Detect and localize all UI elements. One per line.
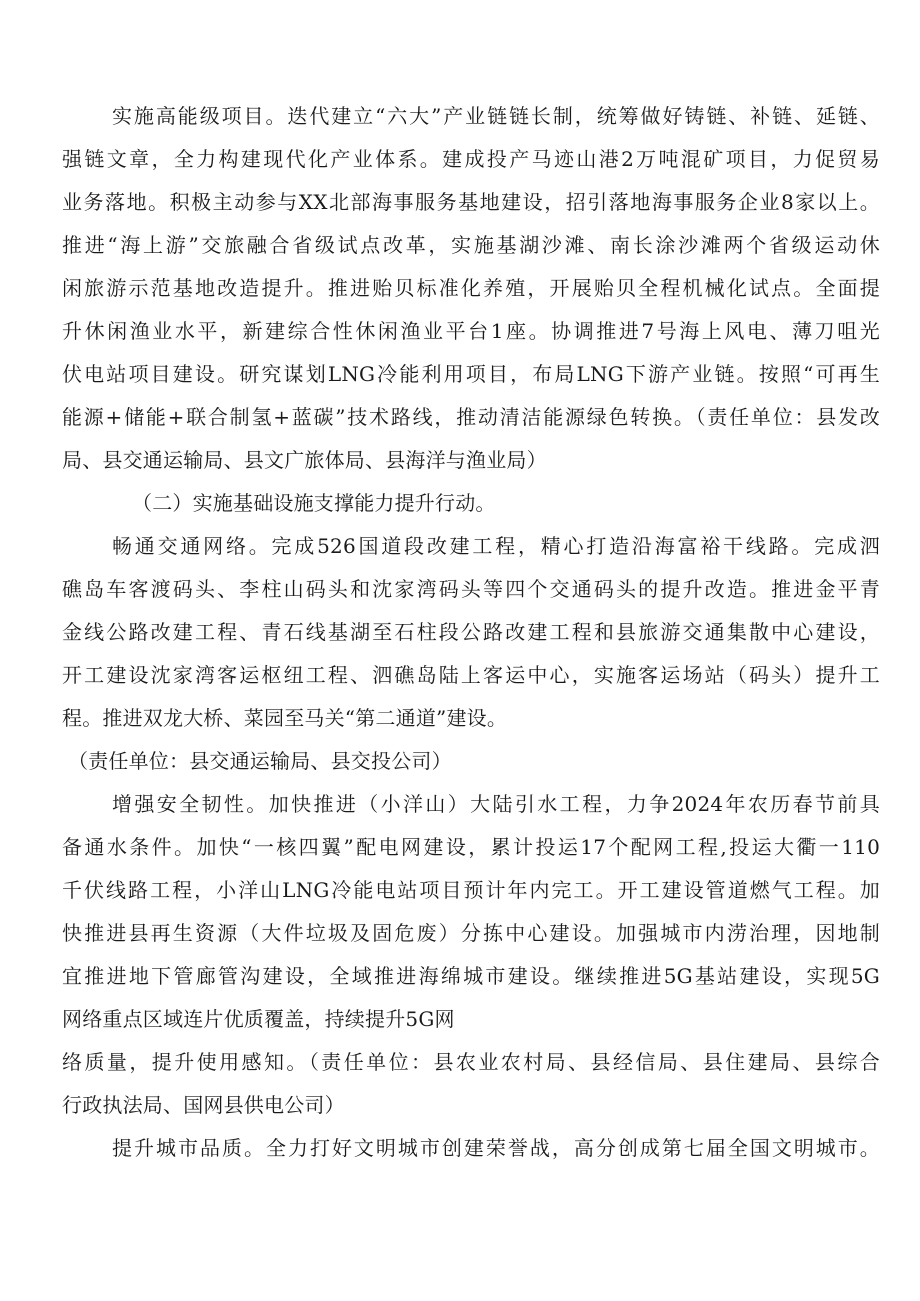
paragraph-line: 伏电站项目建设。研究谋划LNG冷能利用项目，布局LNG下游产业链。按照“可再生 — [62, 362, 880, 386]
paragraph-line: 实施高能级项目。迭代建立“六大”产业链链长制，统筹做好铸链、补链、延链、 — [112, 104, 880, 128]
paragraph-line: 行政执法局、国网县供电公司） — [62, 1093, 345, 1117]
paragraph-line: 金线公路改建工程、青石线基湖至石柱段公路改建工程和县旅游交通集散中心建设， — [62, 620, 880, 644]
paragraph-line: （责任单位：县交通运输局、县交投公司） — [68, 749, 452, 773]
paragraph-line: 快推进县再生资源（大件垃圾及固危废）分拣中心建设。加强城市内涝治理，因地制 — [62, 921, 880, 945]
paragraph-line: 网络重点区域连片优质覆盖，持续提升5G网 — [62, 1007, 455, 1031]
paragraph-line: 业务落地。积极主动参与XX北部海事服务基地建设，招引落地海事服务企业8家以上。 — [62, 190, 880, 214]
paragraph-line: 强链文章，全力构建现代化产业体系。建成投产马迹山港2万吨混矿项目，力促贸易 — [62, 147, 880, 171]
paragraph-line: 局、县交通运输局、县文广旅体局、县海洋与渔业局） — [62, 448, 547, 472]
paragraph-line: 推进“海上游”交旅融合省级试点改革，实施基湖沙滩、南长涂沙滩两个省级运动休 — [62, 233, 880, 257]
section-heading: （二）实施基础设施支撑能力提升行动。 — [132, 491, 496, 515]
paragraph-line: 升休闲渔业水平，新建综合性休闲渔业平台1座。协调推进7号海上风电、薄刀咀光 — [62, 319, 880, 343]
paragraph-line: 宜推进地下管廊管沟建设，全域推进海绵城市建设。继续推进5G基站建设，实现5G — [62, 964, 880, 988]
paragraph-line: 程。推进双龙大桥、菜园至马关“第二通道”建设。 — [62, 706, 508, 730]
paragraph-line: 开工建设沈家湾客运枢纽工程、泗礁岛陆上客运中心，实施客运场站（码头）提升工 — [62, 663, 880, 687]
paragraph-line: 提升城市品质。全力打好文明城市创建荣誉战，高分创成第七届全国文明城市。 — [112, 1136, 880, 1160]
paragraph-line: 备通水条件。加快“一核四翼”配电网建设，累计投运17个配网工程,投运大衢一110 — [62, 835, 880, 859]
paragraph-line: 络质量，提升使用感知。（责任单位：县农业农村局、县经信局、县住建局、县综合 — [62, 1050, 880, 1074]
paragraph-line: 能源+储能+联合制氢+蓝碳”技术路线，推动清洁能源绿色转换。（责任单位：县发改 — [62, 405, 880, 429]
paragraph-line: 畅通交通网络。完成526国道段改建工程，精心打造沿海富裕干线路。完成泗 — [112, 534, 880, 558]
paragraph-line: 增强安全韧性。加快推进（小洋山）大陆引水工程，力争2024年农历春节前具 — [112, 792, 880, 816]
paragraph-line: 闲旅游示范基地改造提升。推进贻贝标准化养殖，开展贻贝全程机械化试点。全面提 — [62, 276, 880, 300]
paragraph-line: 礁岛车客渡码头、李柱山码头和沈家湾码头等四个交通码头的提升改造。推进金平青 — [62, 577, 880, 601]
paragraph-line: 千伏线路工程，小洋山LNG冷能电站项目预计年内完工。开工建设管道燃气工程。加 — [62, 878, 880, 902]
